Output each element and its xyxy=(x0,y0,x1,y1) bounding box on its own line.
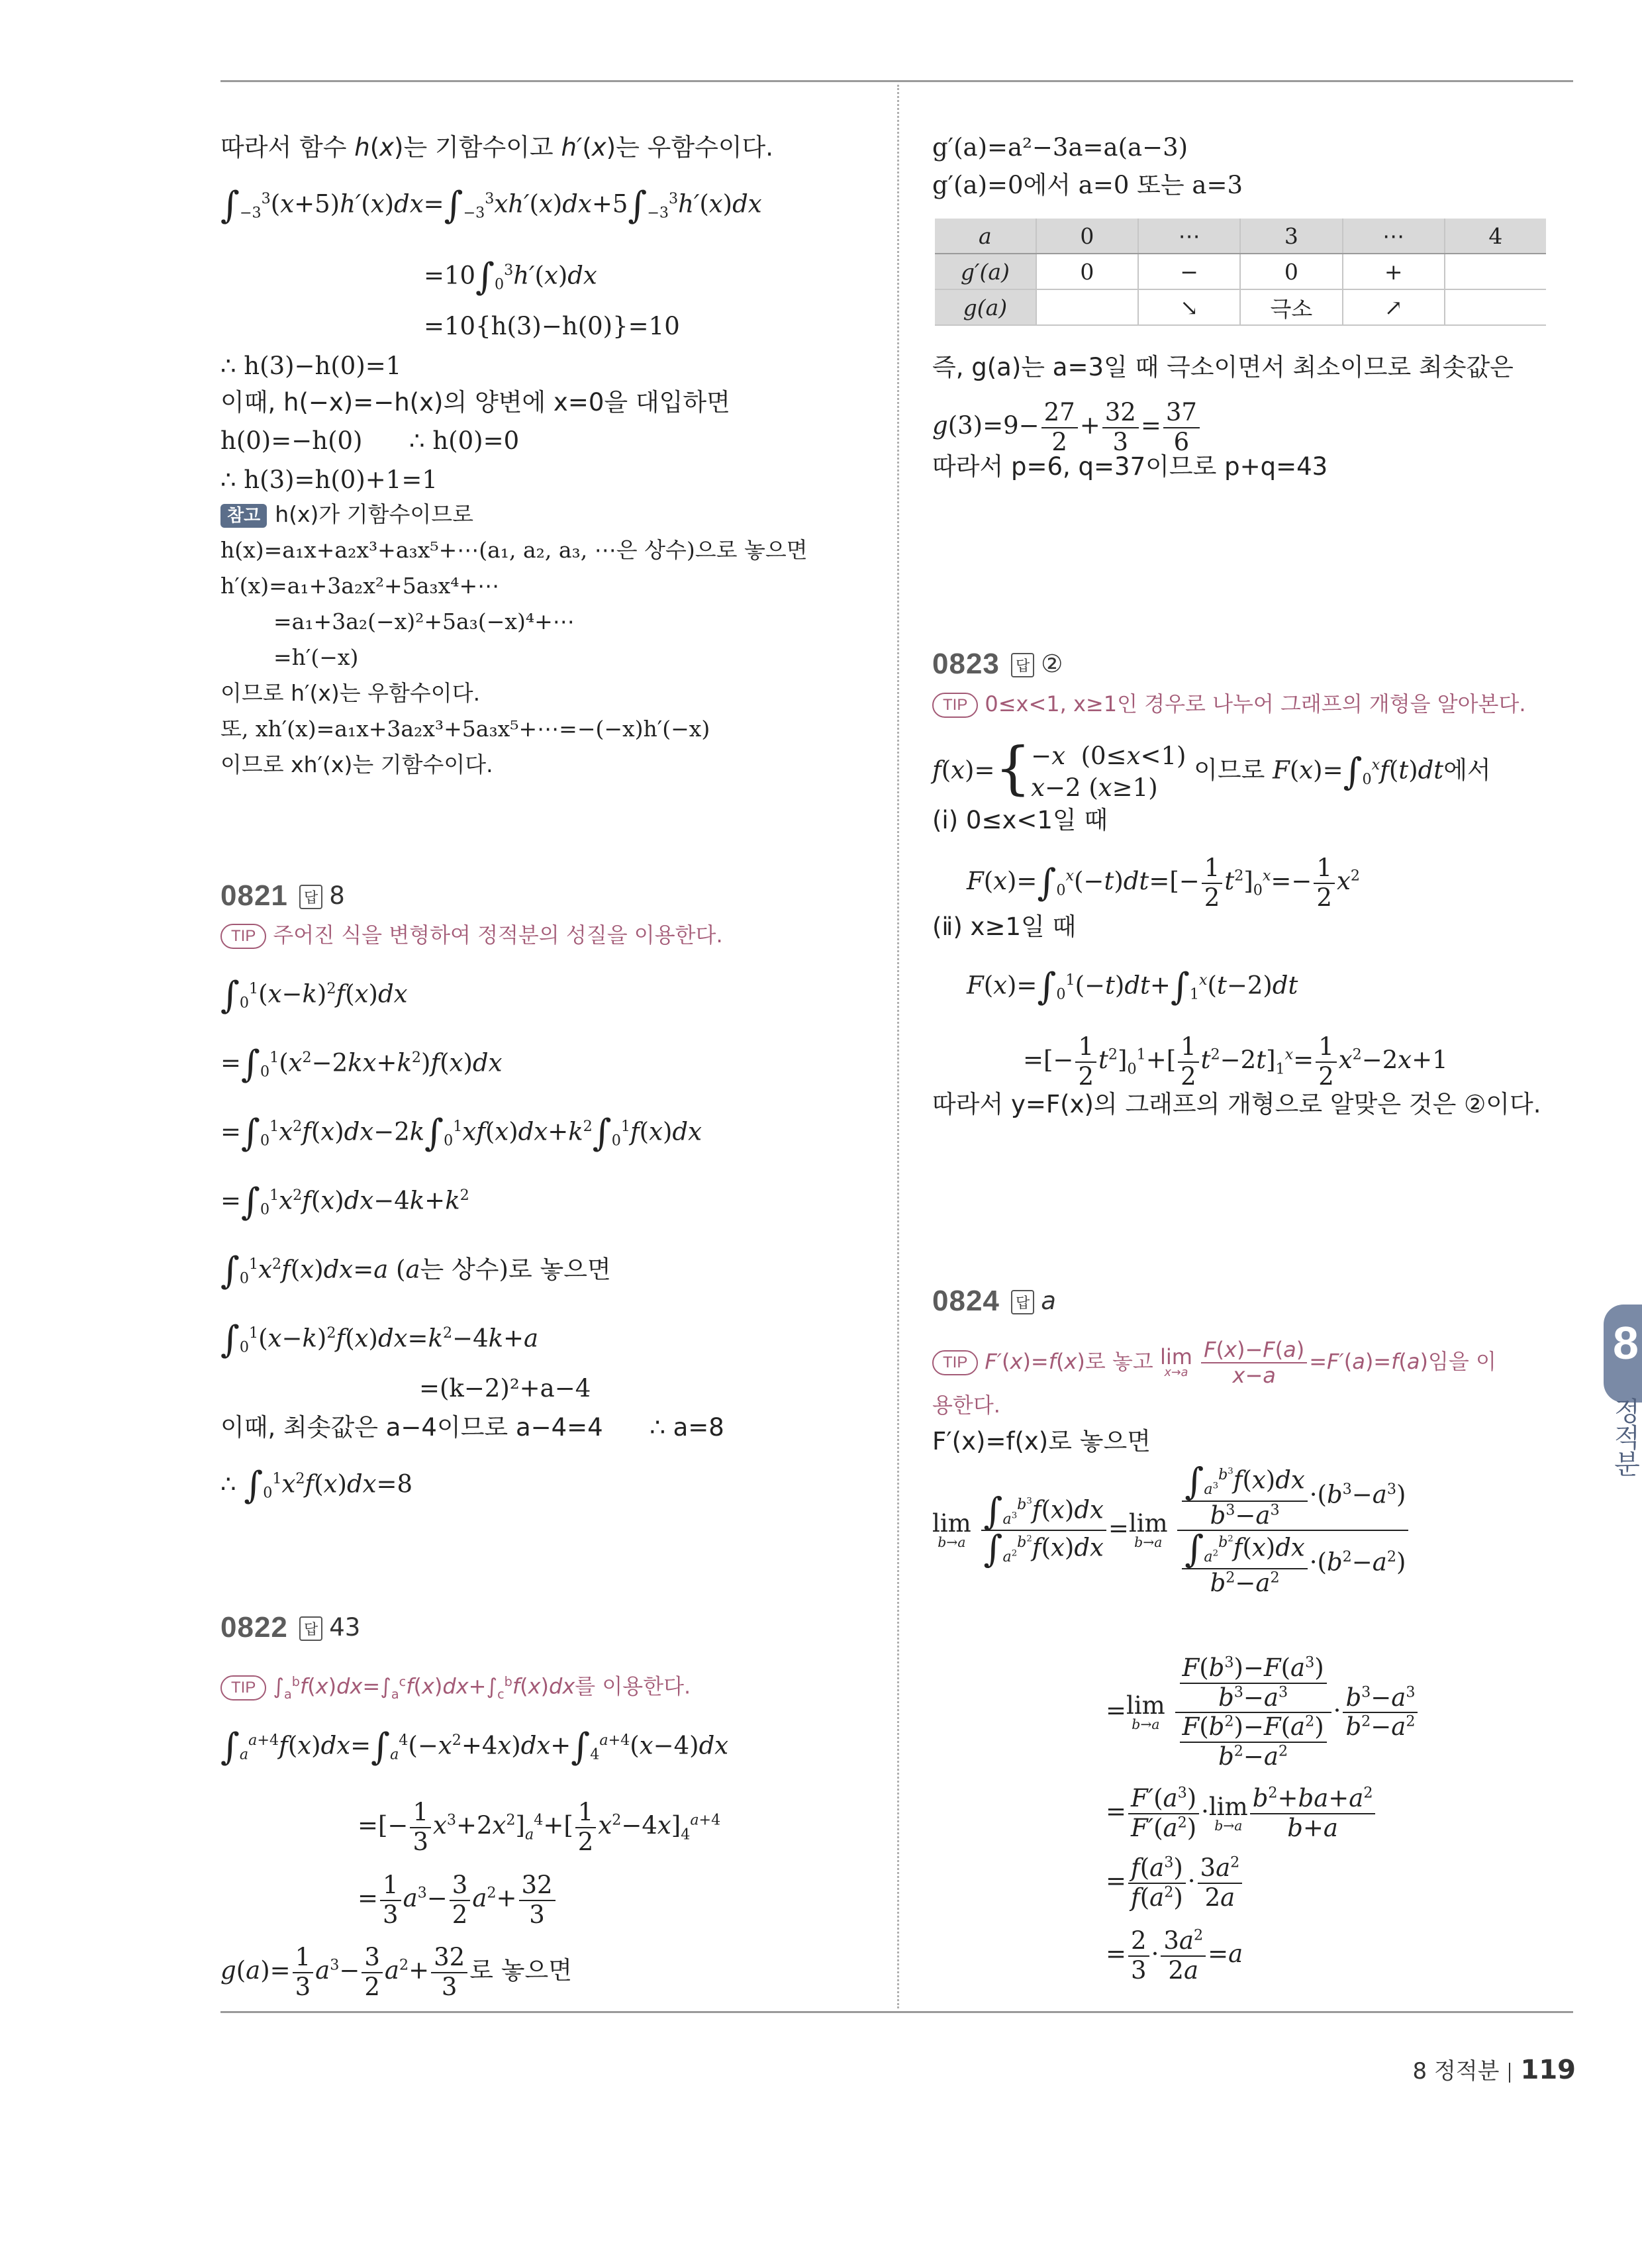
question-number: 0823 xyxy=(932,648,1000,680)
formula-line: ∴ h(3)=h(0)+1=1 xyxy=(220,466,438,494)
answer-badge: 답 xyxy=(1011,653,1034,677)
reference-line: h(x)=a₁x+a₂x³+a₃x⁵+⋯(a₁, a₂, a₃, ⋯은 상수)으로 놓으면 xyxy=(220,537,808,563)
formula-line: g(a)= $\frac{1}{3}$ $a^3-$ $\frac{3}{2}$ $a^2+$ $\frac{32}{3}$ 로 놓으면 xyxy=(220,1943,572,2001)
chapter-tab-number: 8 xyxy=(1613,1317,1639,1369)
formula-line: $\int_0^1x^2f(x)dx=a$ (a는 상수)로 놓으면 xyxy=(220,1249,611,1293)
tip-line: TIP $\int_a^bf(x)dx=\int_a^cf(x)dx+\int_c^bf(x)dx$를 이용한다. xyxy=(220,1665,691,1711)
formula-line: $=\int_0^1(x^2-2kx+k^2)f(x)dx$ xyxy=(220,1042,503,1086)
variation-table xyxy=(935,219,1546,326)
formula-line: $\int_0^1(x-k)^2f(x)dx$ xyxy=(220,973,408,1017)
reference-line: 또, xh′(x)=a₁x+3a₂x³+5a₃x⁵+⋯=−(−x)h′(−x) xyxy=(220,716,710,742)
bottom-rule xyxy=(220,2011,1573,2013)
answer: 답 a xyxy=(1011,1287,1056,1315)
formula-line: $=10\int_0^3h'(x)dx$ xyxy=(424,255,597,299)
formula-line: lim b→a $\frac{\int_{a^3}^{b^3}f(x)dx}{\int_{a^2}^{b^2}f(x)dx}$ = lim b→a $\frac{\int_{a^3}^{b^3}f(x)dx}{b^3-a^3}$ $\cdot(b^3-a^3)$ $\frac{\int_{a^2}^{b^2}f(x)dx}{b^2-a^2}$ $\cdot(b^2-a^2)$ xyxy=(932,1463,1410,1597)
text-line: (ⅱ) x≥1일 때 xyxy=(932,912,1077,941)
table-row: a 0 ⋯ 3 ⋯ 4 xyxy=(935,219,1546,254)
text-line: 이때, 최솟값은 a−4이므로 a−4=4 ∴ a=8 xyxy=(220,1413,724,1442)
formula-line: =[− $\frac{1}{3}$ $x^3+2x^2]_a^4+$[ $\frac{1}{2}$ $x^2-4x]_4^{a+4}$ xyxy=(358,1798,721,1856)
question-number: 0824 xyxy=(932,1285,1000,1317)
question-number: 0821 xyxy=(220,879,288,912)
tip-line: TIP 주어진 식을 변형하여 정적분의 성질을 이용한다. xyxy=(220,918,723,952)
tip-badge: TIP xyxy=(220,924,266,949)
answer: 답 43 xyxy=(299,1613,360,1642)
formula-line: =10{h(3)−h(0)}=10 xyxy=(424,312,680,340)
formula-line: $=\int_0^1x^2f(x)dx-2k\int_0^1xf(x)dx+k^2\int_0^1f(x)dx$ xyxy=(220,1111,702,1155)
formula-line: g(3)=9− $\frac{27}{2}$ + $\frac{32}{3}$ = $\frac{37}{6}$ xyxy=(932,399,1202,456)
formula-line: $F(x)=\int_0^x(-t)dt=[-$ $\frac{1}{2}$ $t^2]_0^x=-$ $\frac{1}{2}$ $x^2$ xyxy=(967,854,1360,912)
tip-badge: TIP xyxy=(932,693,978,718)
intro-line: 따라서 함수 h(x)는 기함수이고 h′(x)는 우함수이다. xyxy=(220,133,774,162)
formula-line: $\int_0^1(x-k)^2f(x)dx=k^2-4k+a$ xyxy=(220,1318,539,1361)
formula-line: $F(x)=\int_0^1(-t)dt+\int_1^x(t-2)dt$ xyxy=(967,965,1298,1009)
formula-line: ∴ h(3)−h(0)=1 xyxy=(220,352,402,380)
reference-line: h′(x)=a₁+3a₂x²+5a₃x⁴+⋯ xyxy=(220,573,500,599)
formula-line: = $\frac{2}{3}$ · $\frac{3a^2}{2a}$ =a xyxy=(1106,1926,1243,1985)
formula-line: ∴ $\int_0^1x^2f(x)dx=8$ xyxy=(220,1463,413,1507)
formula-line: =(k−2)²+a−4 xyxy=(419,1374,591,1403)
formula-line: f(x)={ −x (0≤x<1) x−2 (x≥1) 이므로 $F(x)=\int_0^xf(t)dt$에서 xyxy=(932,735,1491,802)
page-number: 119 xyxy=(1520,2055,1576,2085)
answer-badge: 답 xyxy=(1011,1290,1034,1314)
answer-badge: 답 xyxy=(299,885,322,909)
answer: 답 8 xyxy=(299,881,345,910)
tip-badge: TIP xyxy=(220,1675,266,1701)
text-line: 따라서 y=F(x)의 그래프의 개형으로 알맞은 것은 ②이다. xyxy=(932,1090,1541,1118)
text-line: 즉, g(a)는 a=3일 때 극소이면서 최소이므로 최솟값은 xyxy=(932,353,1514,381)
formula-line: = lim b→a $\frac{\frac{F(b^3)-F(a^3)}{b^3-a^3}}{\frac{F(b^2)-F(a^2)}{b^2-a^2}}$ · $\frac{b^3-a^3}{b^2-a^2}$ xyxy=(1106,1654,1420,1771)
tip-line: TIP 0≤x<1, x≥1인 경우로 나누어 그래프의 개형을 알아본다. xyxy=(932,687,1526,720)
page-footer xyxy=(1413,2053,1576,2085)
reference-line: 이므로 h′(x)는 우함수이다. xyxy=(220,680,481,706)
formula-line: h(0)=−h(0) ∴ h(0)=0 xyxy=(220,426,520,455)
chapter-tab xyxy=(1604,1305,1642,1403)
text-line: 이때, h(−x)=−h(x)의 양변에 x=0을 대입하면 xyxy=(220,388,730,417)
top-rule xyxy=(220,80,1573,82)
tip-line: TIP F′(x)=f(x)로 놓고 lim x→a $\frac{F(x)-F(a)}{x-a}$ =F′(a)=f(a)임을 이 xyxy=(932,1338,1496,1388)
table-row: g(a) ↘ 극소 ↗ xyxy=(935,289,1546,325)
answer: 답 ② xyxy=(1011,650,1063,678)
answer-badge: 답 xyxy=(299,1616,322,1641)
formula-line: $=\int_0^1x^2f(x)dx-4k+k^2$ xyxy=(220,1180,469,1224)
reference-line: 이므로 xh′(x)는 기함수이다. xyxy=(220,752,493,777)
formula-line: g′(a)=a²−3a=a(a−3) xyxy=(932,133,1188,162)
footer-chapter: 8 정적분 xyxy=(1412,2058,1500,2085)
reference-badge: 참고 xyxy=(220,504,267,528)
text-line: F′(x)=f(x)로 놓으면 xyxy=(932,1427,1151,1455)
formula-line: g′(a)=0에서 a=0 또는 a=3 xyxy=(932,171,1243,199)
formula-line: = $\frac{1}{3}$ $a^3-$ $\frac{3}{2}$ $a^2+$ $\frac{32}{3}$ xyxy=(358,1871,557,1929)
formula-line: = $\frac{f(a^3)}{f(a^2)}$ · $\frac{3a^2}{2a}$ xyxy=(1106,1854,1244,1912)
table-row: g′(a) 0 − 0 + xyxy=(935,254,1546,289)
reference-heading: 참고 h(x)가 기함수이므로 xyxy=(220,499,473,530)
column-divider xyxy=(897,85,899,2008)
formula-line: =[− $\frac{1}{2}$ $t^2]_0^1+$[ $\frac{1}{2}$ $t^2-2t]_1^x=$ $\frac{1}{2}$ $x^2-2x+1$ xyxy=(1023,1032,1448,1091)
chapter-tab-label: 정적분 xyxy=(1610,1397,1640,1477)
text-line: 따라서 p=6, q=37이므로 p+q=43 xyxy=(932,452,1328,481)
reference-line: =a₁+3a₂(−x)²+5a₃(−x)⁴+⋯ xyxy=(273,609,575,634)
formula-line: = $\frac{F'(a^3)}{F'(a^2)}$ · lim b→a $\frac{b^2+ba+a^2}{b+a}$ xyxy=(1106,1785,1377,1842)
reference-line: =h′(−x) xyxy=(273,644,359,670)
formula-line: $\int_{-3}^3(x+5)h'(x)dx=\int_{-3}^3xh'(x)dx+5\int_{-3}^3h'(x)dx$ xyxy=(220,183,762,227)
footer-divider xyxy=(1509,2063,1510,2083)
text-line: (ⅰ) 0≤x<1일 때 xyxy=(932,806,1108,834)
formula-line: $\int_a^{a+4}f(x)dx=\int_a^4(-x^2+4x)dx+\int_4^{a+4}(x-4)dx$ xyxy=(220,1725,729,1769)
tip-line: 용한다. xyxy=(932,1393,1000,1418)
tip-badge: TIP xyxy=(932,1350,978,1375)
question-number: 0822 xyxy=(220,1611,288,1644)
